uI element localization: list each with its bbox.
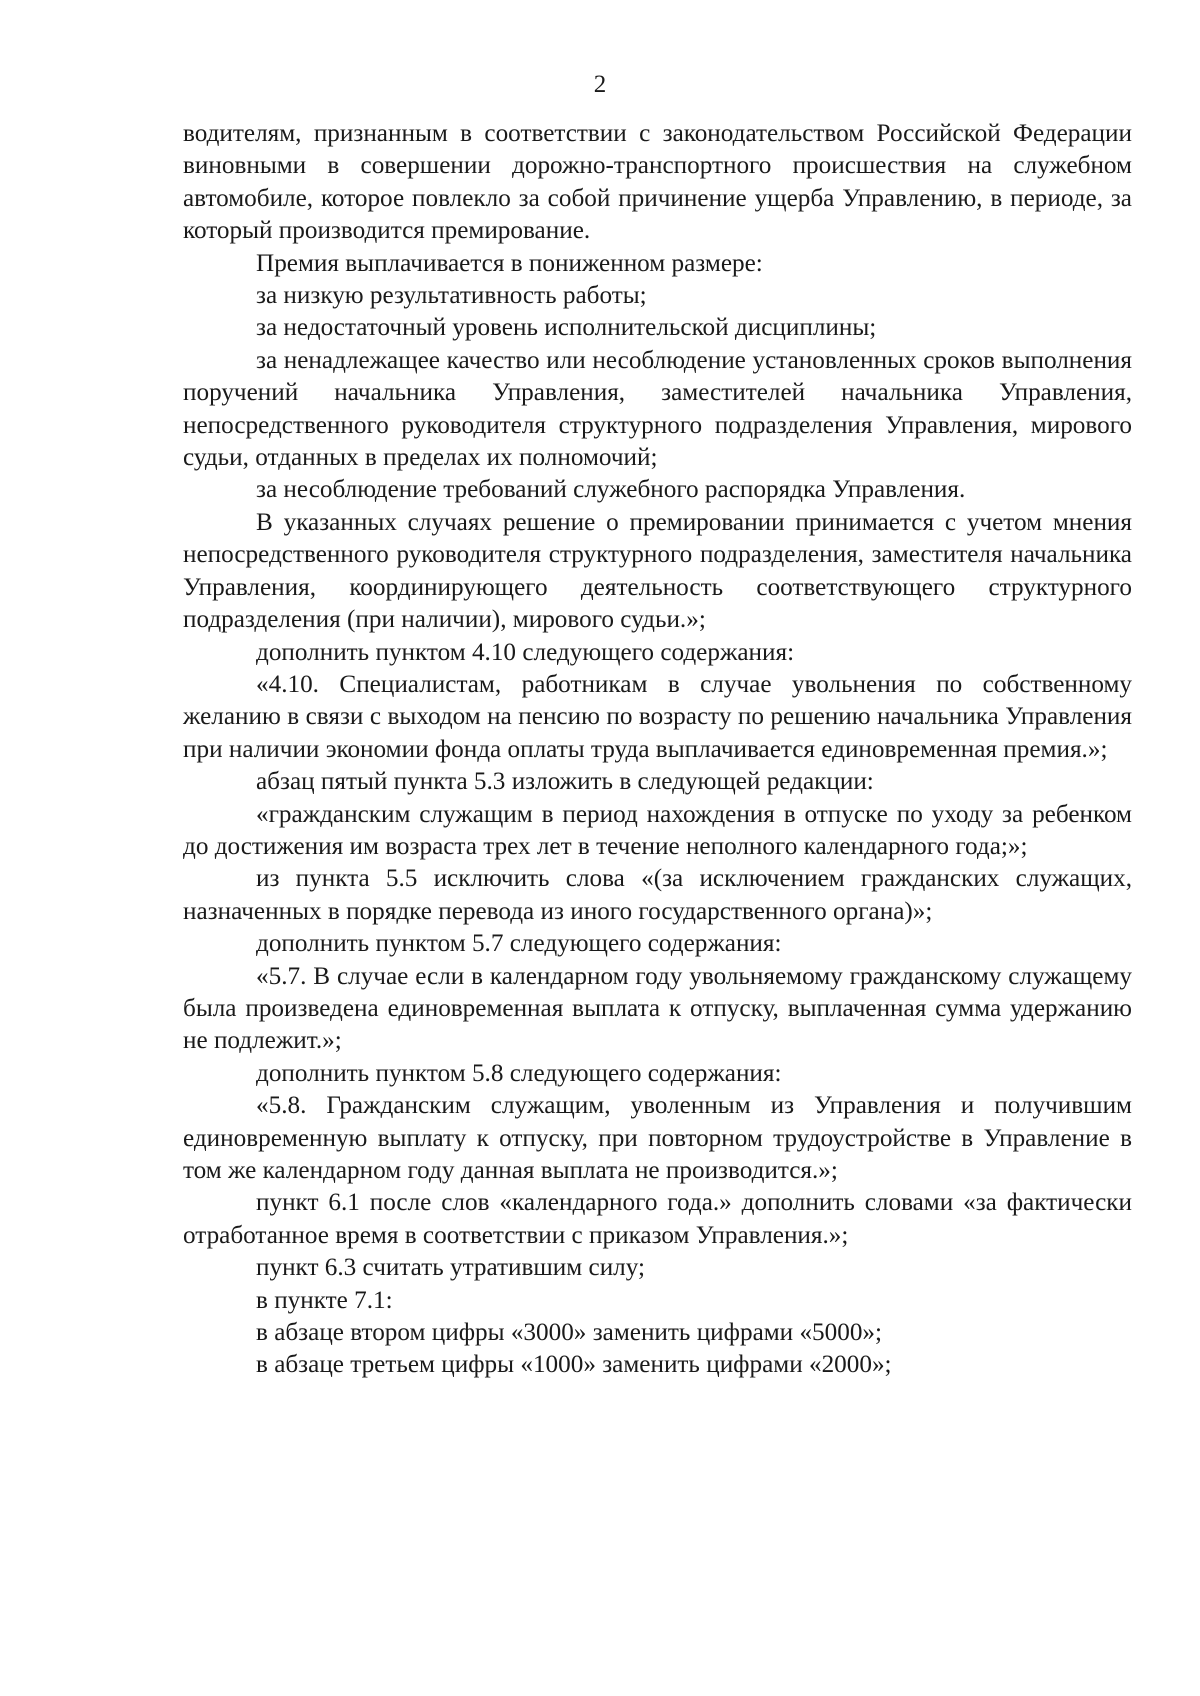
- paragraph: водителям, признанным в соответствии с законодательством Российской Федерации виновными в совершении дорожно-транспортного происшествия на служебном автомобиле, которое повлекло за собой причинение ущерба Управлению, в периоде, за который производится премирование.: [183, 120, 1132, 245]
- paragraph: «5.8. Гражданским служащим, уволенным из Управления и получившим единовременную выплату к отпуску, при повторном трудоустройстве в Управление в том же календарном году данная выплата не производится.»;: [183, 1092, 1132, 1184]
- paragraph: пункт 6.1 после слов «календарного года.» дополнить словами «за фактически отработанное время в соответствии с приказом Управления.»;: [183, 1189, 1132, 1249]
- paragraph: за недостаточный уровень исполнительской дисциплины;: [256, 314, 877, 342]
- paragraph: в абзаце втором цифры «3000» заменить цифрами «5000»;: [256, 1319, 883, 1347]
- page-number: 2: [593, 71, 607, 98]
- paragraph: дополнить пунктом 4.10 следующего содержания:: [256, 638, 795, 666]
- paragraph: дополнить пунктом 5.8 следующего содержания:: [256, 1059, 782, 1087]
- paragraph: «5.7. В случае если в календарном году увольняемому гражданскому служащему была произведена единовременная выплата к отпуску, выплаченная сумма удержанию не подлежит.»;: [183, 962, 1132, 1055]
- paragraph: «гражданским служащим в период нахождения в отпуске по уходу за ребенком до достижения им возраста трех лет в течение неполного календарного года;»;: [183, 800, 1132, 860]
- paragraph: «4.10. Специалистам, работникам в случае увольнения по собственному желанию в связи с выходом на пенсию по возрасту по решению начальника Управления при наличии экономии фонда оплаты труда выплачивается единовременная премия.»;: [183, 670, 1132, 763]
- paragraph: в пункте 7.1:: [256, 1286, 393, 1314]
- paragraph: в абзаце третьем цифры «1000» заменить цифрами «2000»;: [256, 1351, 892, 1379]
- paragraph: В указанных случаях решение о премировании принимается с учетом мнения непосредственного руководителя структурного подразделения, заместителя начальника Управления, координирующего деятельность соответствующего структурного подразделения (при наличии), мирового судьи.»;: [183, 508, 1132, 634]
- paragraph: за несоблюдение требований служебного распорядка Управления.: [256, 476, 966, 504]
- paragraph: за ненадлежащее качество или несоблюдение установленных сроков выполнения поручений начальника Управления, заместителей начальника Управления, непосредственного руководителя структурного подразделения Управления, мирового судьи, отданных в пределах их полномочий;: [183, 346, 1132, 472]
- paragraph: Премия выплачивается в пониженном размере:: [256, 249, 763, 277]
- paragraph: абзац пятый пункта 5.3 изложить в следующей редакции:: [256, 768, 874, 796]
- paragraph: дополнить пунктом 5.7 следующего содержания:: [256, 930, 782, 958]
- paragraph: из пункта 5.5 исключить слова «(за исключением гражданских служащих, назначенных в порядке перевода из иного государственного органа)»;: [183, 865, 1132, 925]
- paragraph: пункт 6.3 считать утратившим силу;: [256, 1254, 646, 1282]
- document-body: [183, 118, 1132, 1382]
- paragraph: за низкую результативность работы;: [256, 282, 647, 310]
